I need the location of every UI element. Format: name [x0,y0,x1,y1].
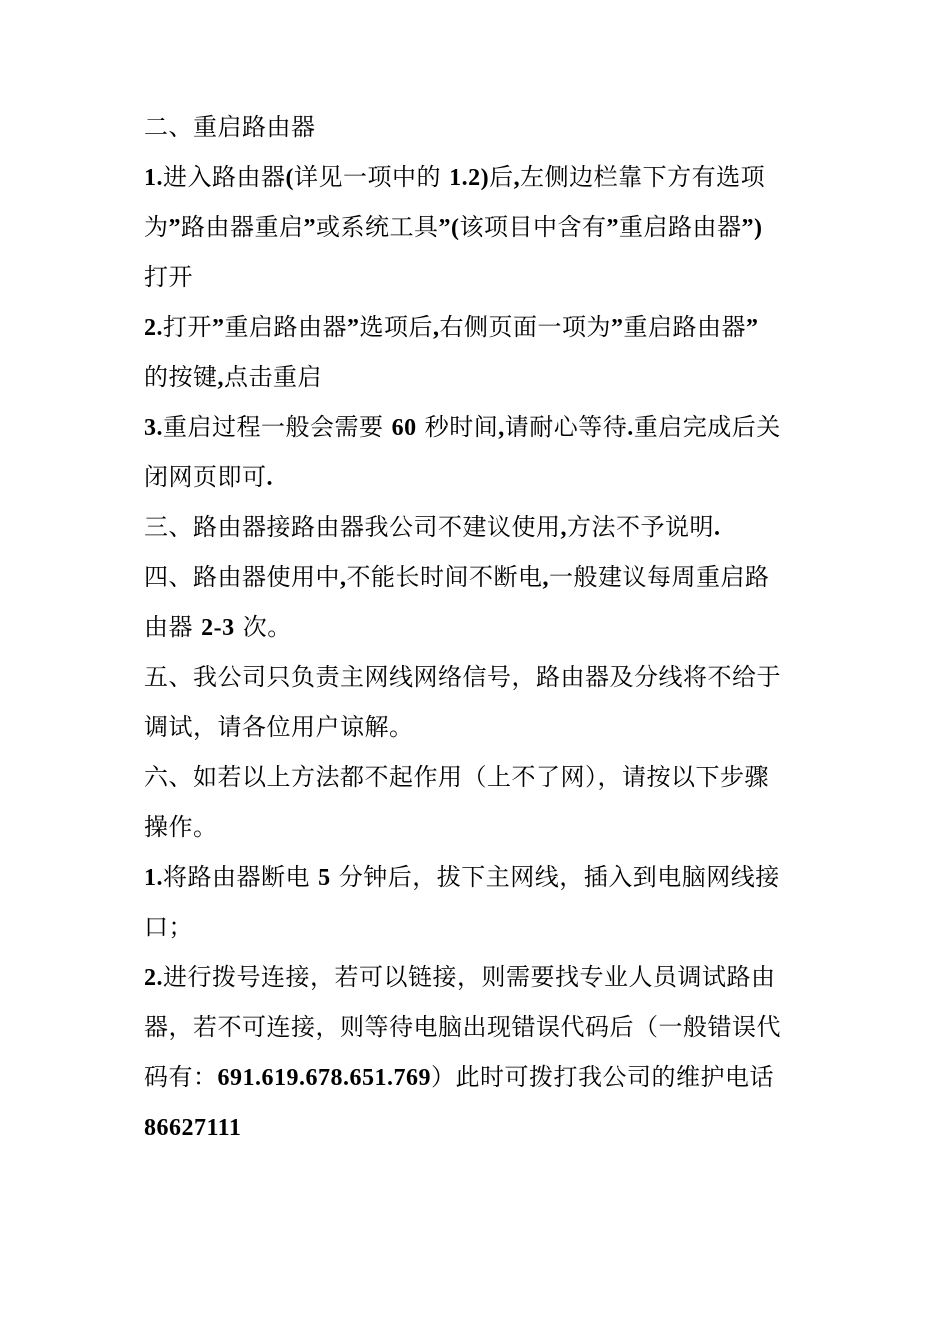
step-6-2-line-2: 器，若不可连接，则等待电脑出现错误代码后（一般错误代 [144,1013,781,1041]
step-2-3-line-2: 闭网页即可. [144,463,273,491]
step-2-1-line-2: 为”路由器重启”或系统工具”(该项目中含有”重启路由器”) [144,213,763,241]
section-4-line-1: 四、路由器使用中,不能长时间不断电,一般建议每周重启路 [144,563,770,591]
section-4-line-2: 由器 2-3 次。 [144,613,292,641]
step-6-2-line-1: 2.进行拨号连接，若可以链接，则需要找专业人员调试路由 [144,963,776,991]
step-6-1-line-1: 1.将路由器断电 5 分钟后，拔下主网线，插入到电脑网线接 [144,863,780,891]
section-5-line-1: 五、我公司只负责主网线网络信号，路由器及分线将不给于 [144,663,781,691]
section-5-line-2: 调试，请各位用户谅解。 [144,713,414,741]
maintenance-phone-number: 86627111 [144,1115,242,1141]
section-2-heading: 二、重启路由器 [144,113,316,141]
section-3-line: 三、路由器接路由器我公司不建议使用,方法不予说明. [144,513,721,541]
step-2-3-line-1: 3.重启过程一般会需要 60 秒时间,请耐心等待.重启完成后关 [144,413,781,441]
step-2-2-line-1: 2.打开”重启路由器”选项后,右侧页面一项为”重启路由器” [144,313,759,341]
error-codes: 691.619.678.651.769 [217,1065,431,1091]
section-6-line-1: 六、如若以上方法都不起作用（上不了网），请按以下步骤 [144,763,769,791]
step-2-1-line-1: 1.进入路由器(详见一项中的 1.2)后,左侧边栏靠下方有选项 [144,163,766,191]
section-6-line-2: 操作。 [144,813,218,841]
step-2-1-line-3: 打开 [144,263,193,291]
step-6-2-line-3: 码有：691.619.678.651.769）此时可拨打我公司的维护电话 [144,1063,774,1091]
step-2-2-line-2: 的按键,点击重启 [144,363,322,391]
step-6-1-line-2: 口； [144,913,193,941]
